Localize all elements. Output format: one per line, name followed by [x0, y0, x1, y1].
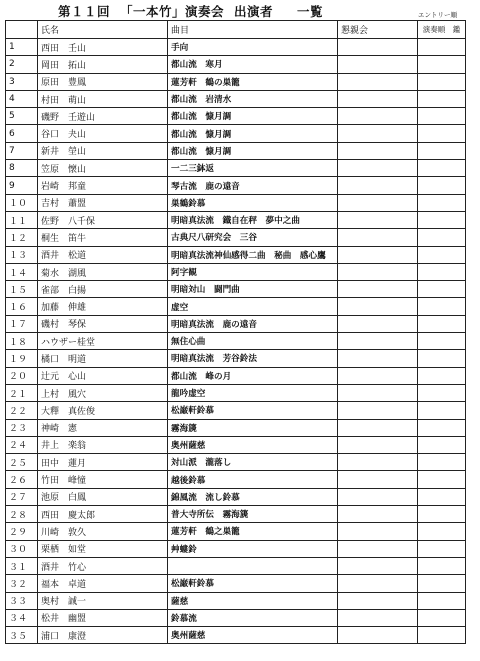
table-row: [6, 108, 466, 125]
cell-piece: 明暗真法流 鹿の遠音: [168, 315, 338, 332]
cell-performance-order: [418, 246, 466, 263]
page-title: [58, 2, 323, 20]
cell-performer-name: 桐生 笛牛: [38, 229, 168, 246]
cell-performance-order: [418, 575, 466, 592]
table-row: [6, 540, 466, 557]
cell-number: ３０: [6, 540, 38, 557]
cell-performance-order: [418, 488, 466, 505]
cell-performer-name: 菊水 湖風: [38, 263, 168, 280]
cell-piece: 古典尺八研究会 三谷: [168, 229, 338, 246]
table-row: [6, 350, 466, 367]
cell-number: ２３: [6, 419, 38, 436]
cell-performance-order: [418, 436, 466, 453]
cell-reception: [338, 142, 418, 159]
table-row: [6, 177, 466, 194]
cell-number: １５: [6, 281, 38, 298]
cell-performance-order: [418, 56, 466, 73]
cell-performer-name: 浦口 康澄: [38, 627, 168, 644]
table-row: [6, 488, 466, 505]
cell-piece: 都山流 慷月調: [168, 142, 338, 159]
header-reception: 懇親会: [338, 21, 418, 39]
cell-number: ２７: [6, 488, 38, 505]
cell-performance-order: [418, 384, 466, 401]
cell-performance-order: [418, 211, 466, 228]
cell-reception: [338, 56, 418, 73]
cell-performer-name: 酒井 竹心: [38, 557, 168, 574]
cell-number: 9: [6, 177, 38, 194]
cell-number: 6: [6, 125, 38, 142]
cell-performance-order: [418, 557, 466, 574]
cell-performance-order: [418, 73, 466, 90]
cell-reception: [338, 160, 418, 177]
cell-number: １７: [6, 315, 38, 332]
title-edition: 第１１回: [58, 4, 111, 19]
table-row: [6, 125, 466, 142]
table-row: [6, 142, 466, 159]
cell-reception: [338, 177, 418, 194]
table-row: [6, 160, 466, 177]
cell-performer-name: 竹田 峰憧: [38, 471, 168, 488]
table-row: [6, 73, 466, 90]
cell-performer-name: 雀部 白揚: [38, 281, 168, 298]
cell-piece: 都山流 慷月調: [168, 125, 338, 142]
cell-performance-order: [418, 627, 466, 644]
cell-number: ２２: [6, 402, 38, 419]
table-row: [6, 246, 466, 263]
cell-reception: [338, 471, 418, 488]
cell-reception: [338, 211, 418, 228]
cell-piece: 松巌軒鈴慕: [168, 575, 338, 592]
cell-performer-name: 村田 萌山: [38, 90, 168, 107]
cell-performance-order: [418, 298, 466, 315]
cell-performance-order: [418, 142, 466, 159]
cell-performance-order: [418, 540, 466, 557]
cell-number: １１: [6, 211, 38, 228]
table-row: [6, 627, 466, 644]
table-row: [6, 592, 466, 609]
cell-performer-name: 西田 壬山: [38, 39, 168, 56]
cell-piece: 都山流 岩清水: [168, 90, 338, 107]
cell-piece: 阿字観: [168, 263, 338, 280]
cell-number: ２５: [6, 454, 38, 471]
cell-performance-order: [418, 402, 466, 419]
cell-piece: 手向: [168, 39, 338, 56]
cell-number: ３２: [6, 575, 38, 592]
table-row: [6, 454, 466, 471]
cell-performer-name: 大釋 真佐俊: [38, 402, 168, 419]
cell-performance-order: [418, 609, 466, 626]
cell-performance-order: [418, 367, 466, 384]
cell-performance-order: [418, 177, 466, 194]
cell-number: ２０: [6, 367, 38, 384]
cell-number: 2: [6, 56, 38, 73]
table-row: [6, 56, 466, 73]
cell-number: １６: [6, 298, 38, 315]
cell-performance-order: [418, 194, 466, 211]
cell-performer-name: 吉村 蕭盟: [38, 194, 168, 211]
cell-performance-order: [418, 419, 466, 436]
cell-piece: 対山派 瀧落し: [168, 454, 338, 471]
cell-performance-order: [418, 506, 466, 523]
cell-piece: 巣鶴鈴慕: [168, 194, 338, 211]
cell-reception: [338, 419, 418, 436]
cell-number: ３３: [6, 592, 38, 609]
cell-piece: 艸螻鈴: [168, 540, 338, 557]
cell-piece: 都山流 慷月調: [168, 108, 338, 125]
header-name: 氏名: [38, 21, 168, 39]
cell-reception: [338, 281, 418, 298]
cell-piece: 蓮芳軒 鶴之巣籠: [168, 523, 338, 540]
table-row: [6, 90, 466, 107]
cell-reception: [338, 488, 418, 505]
cell-performer-name: 神崎 憲: [38, 419, 168, 436]
cell-reception: [338, 627, 418, 644]
cell-performance-order: [418, 350, 466, 367]
cell-reception: [338, 125, 418, 142]
cell-reception: [338, 108, 418, 125]
cell-performer-name: 上村 風穴: [38, 384, 168, 401]
cell-piece: 無住心曲: [168, 333, 338, 350]
cell-performer-name: 磯野 壬遊山: [38, 108, 168, 125]
cell-number: ２４: [6, 436, 38, 453]
cell-number: ２６: [6, 471, 38, 488]
cell-piece: 都山流 寒月: [168, 56, 338, 73]
table-row: [6, 194, 466, 211]
performer-table: [5, 20, 466, 644]
cell-reception: [338, 540, 418, 557]
cell-piece: 琴古流 鹿の遠音: [168, 177, 338, 194]
cell-reception: [338, 436, 418, 453]
cell-piece: 松巌軒鈴慕: [168, 402, 338, 419]
cell-piece: 明暗真法流 鐵自在秤 夢中之曲: [168, 211, 338, 228]
cell-performer-name: 栗栖 如堂: [38, 540, 168, 557]
cell-reception: [338, 333, 418, 350]
table-header-row: [6, 21, 466, 39]
cell-performance-order: [418, 281, 466, 298]
cell-reception: [338, 246, 418, 263]
table-row: [6, 211, 466, 228]
cell-reception: [338, 402, 418, 419]
cell-number: ２９: [6, 523, 38, 540]
cell-performance-order: [418, 471, 466, 488]
cell-reception: [338, 298, 418, 315]
cell-piece: 明暗対山 闘門曲: [168, 281, 338, 298]
cell-performer-name: 新井 塋山: [38, 142, 168, 159]
cell-performer-name: 加藤 伸雄: [38, 298, 168, 315]
cell-performer-name: 岩崎 邦童: [38, 177, 168, 194]
cell-reception: [338, 350, 418, 367]
cell-piece: 越後鈴慕: [168, 471, 338, 488]
title-event: 「一本竹」演奏会: [120, 4, 225, 19]
cell-number: ３４: [6, 609, 38, 626]
cell-reception: [338, 194, 418, 211]
cell-performer-name: 奥村 誠一: [38, 592, 168, 609]
cell-piece: 都山流 峰の月: [168, 367, 338, 384]
cell-piece: 明暗真法流神仙感得二曲 秘曲 感心鷹: [168, 246, 338, 263]
cell-number: 5: [6, 108, 38, 125]
cell-performer-name: 福本 卓道: [38, 575, 168, 592]
cell-performer-name: 原田 豊鳳: [38, 73, 168, 90]
table-row: [6, 471, 466, 488]
cell-performer-name: 橘口 明道: [38, 350, 168, 367]
cell-reception: [338, 592, 418, 609]
cell-reception: [338, 315, 418, 332]
table-row: [6, 402, 466, 419]
cell-performer-name: 井上 楽翁: [38, 436, 168, 453]
cell-performance-order: [418, 315, 466, 332]
table-row: [6, 609, 466, 626]
cell-piece: 鈴慕流: [168, 609, 338, 626]
cell-piece: 錦風流 流し鈴慕: [168, 488, 338, 505]
cell-performer-name: 笠原 懐山: [38, 160, 168, 177]
cell-performance-order: [418, 263, 466, 280]
cell-performance-order: [418, 333, 466, 350]
cell-number: ２８: [6, 506, 38, 523]
cell-number: 7: [6, 142, 38, 159]
cell-piece: 奥州薩慈: [168, 436, 338, 453]
cell-reception: [338, 263, 418, 280]
cell-performer-name: 池原 白鳳: [38, 488, 168, 505]
cell-performer-name: ハウザー桂堂: [38, 333, 168, 350]
cell-performer-name: 岡田 拓山: [38, 56, 168, 73]
table-row: [6, 333, 466, 350]
cell-reception: [338, 384, 418, 401]
table-row: [6, 419, 466, 436]
cell-performer-name: 田中 蓮月: [38, 454, 168, 471]
header-number: [6, 21, 38, 39]
cell-number: ２１: [6, 384, 38, 401]
table-row: [6, 436, 466, 453]
cell-performer-name: 西田 慶太郎: [38, 506, 168, 523]
header-performance-order: 演奏順 鑑: [418, 21, 466, 39]
cell-reception: [338, 523, 418, 540]
cell-performance-order: [418, 39, 466, 56]
table-row: [6, 315, 466, 332]
cell-number: 8: [6, 160, 38, 177]
table-row: [6, 298, 466, 315]
cell-piece: 明暗真法流 芳谷鈴法: [168, 350, 338, 367]
cell-performance-order: [418, 108, 466, 125]
cell-performer-name: 松井 幽盟: [38, 609, 168, 626]
table-row: [6, 506, 466, 523]
cell-reception: [338, 454, 418, 471]
cell-performer-name: 佐野 八千保: [38, 211, 168, 228]
table-row: [6, 575, 466, 592]
cell-number: １３: [6, 246, 38, 263]
cell-performer-name: 谷口 夬山: [38, 125, 168, 142]
cell-piece: 奥州薩慈: [168, 627, 338, 644]
table-row: [6, 557, 466, 574]
cell-piece: 普大寺所伝 霧海篪: [168, 506, 338, 523]
table-row: [6, 263, 466, 280]
title-list: 一覧: [297, 4, 324, 19]
cell-number: １９: [6, 350, 38, 367]
cell-performance-order: [418, 454, 466, 471]
header-piece: 曲目: [168, 21, 338, 39]
cell-piece: [168, 557, 338, 574]
cell-number: ３１: [6, 557, 38, 574]
table-row: [6, 367, 466, 384]
cell-performance-order: [418, 125, 466, 142]
cell-reception: [338, 367, 418, 384]
table-row: [6, 39, 466, 56]
cell-reception: [338, 506, 418, 523]
cell-piece: 霧海篪: [168, 419, 338, 436]
cell-piece: 一二三鉢返: [168, 160, 338, 177]
cell-number: ３５: [6, 627, 38, 644]
table-row: [6, 229, 466, 246]
cell-reception: [338, 575, 418, 592]
table-row: [6, 523, 466, 540]
cell-reception: [338, 39, 418, 56]
cell-piece: 虚空: [168, 298, 338, 315]
title-subject: 出演者: [234, 4, 274, 19]
cell-number: １８: [6, 333, 38, 350]
cell-performer-name: 磯村 琴保: [38, 315, 168, 332]
cell-reception: [338, 73, 418, 90]
cell-performance-order: [418, 90, 466, 107]
cell-number: １０: [6, 194, 38, 211]
cell-number: 3: [6, 73, 38, 90]
cell-performer-name: 酒井 松道: [38, 246, 168, 263]
cell-number: 4: [6, 90, 38, 107]
cell-performance-order: [418, 229, 466, 246]
cell-reception: [338, 609, 418, 626]
entry-order-label: エントリー順: [418, 11, 457, 19]
cell-performance-order: [418, 160, 466, 177]
cell-piece: 蓮芳軒 鶴の巣籠: [168, 73, 338, 90]
cell-performance-order: [418, 592, 466, 609]
table-row: [6, 281, 466, 298]
cell-performance-order: [418, 523, 466, 540]
cell-performer-name: 辻元 心山: [38, 367, 168, 384]
cell-reception: [338, 229, 418, 246]
cell-reception: [338, 557, 418, 574]
cell-number: １２: [6, 229, 38, 246]
cell-reception: [338, 90, 418, 107]
cell-piece: 龍吟虚空: [168, 384, 338, 401]
cell-piece: 薩慈: [168, 592, 338, 609]
cell-performer-name: 川崎 敦久: [38, 523, 168, 540]
cell-number: １４: [6, 263, 38, 280]
table-row: [6, 384, 466, 401]
cell-number: 1: [6, 39, 38, 56]
